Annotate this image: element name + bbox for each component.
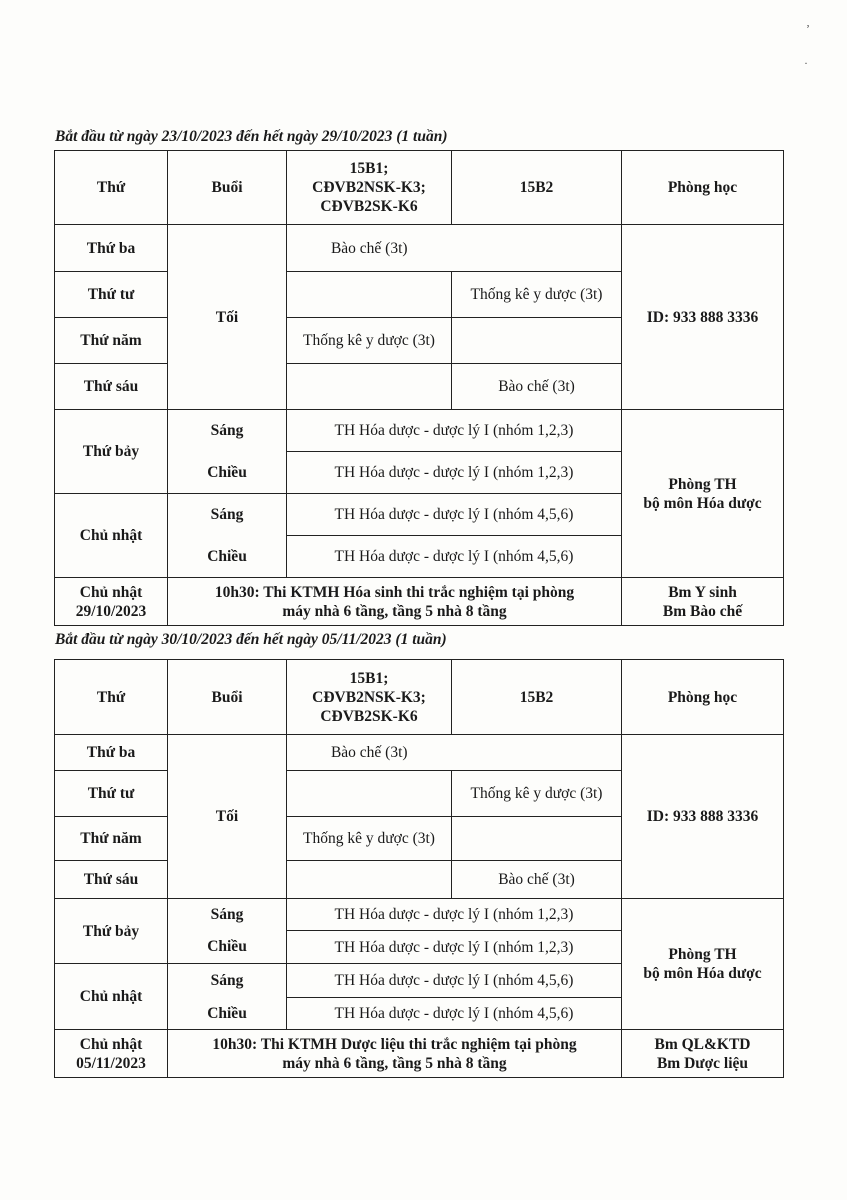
day-thursday: Thứ năm [55,817,168,861]
schedule-table [54,659,784,1078]
wednesday-class-b: Thống kê y dược (3t) [452,771,622,817]
day-tuesday: Thứ ba [55,225,168,272]
scan-mark: · [804,56,808,70]
week-heading: Bắt đầu từ ngày 23/10/2023 đến hết ngày 29/10/2023 (1 tuần) [55,128,448,145]
exam-room: Bm Y sinh Bm Bào chế [622,578,784,626]
friday-class-b: Bào chế (3t) [452,364,622,410]
session-morning: Sáng [168,964,287,998]
room-lab: Phòng TH bộ môn Hóa dược [622,410,784,578]
header-room: Phòng học [622,660,784,735]
header-class-b: 15B2 [452,151,622,225]
sunday-morning-class: TH Hóa dược - dược lý I (nhóm 4,5,6) [287,494,622,536]
friday-class-a [287,861,452,899]
wednesday-class-a [287,272,452,318]
saturday-afternoon-class: TH Hóa dược - dược lý I (nhóm 1,2,3) [287,931,622,964]
header-class-a: 15B1; CĐVB2NSK-K3; CĐVB2SK-K6 [287,660,452,735]
session-morning: Sáng [168,494,287,536]
exam-description: 10h30: Thi KTMH Dược liệu thi trắc nghiệm tại phòng máy nhà 6 tầng, tầng 5 nhà 8 tầng [168,1030,622,1078]
tuesday-class: Bào chế (3t) [287,735,452,771]
header-class-a: 15B1; CĐVB2NSK-K3; CĐVB2SK-K6 [287,151,452,225]
day-sunday: Chủ nhật [55,494,168,578]
day-sunday: Chủ nhật [55,964,168,1030]
day-friday: Thứ sáu [55,364,168,410]
day-tuesday: Thứ ba [55,735,168,771]
thursday-class-a: Thống kê y dược (3t) [287,318,452,364]
room-online: ID: 933 888 3336 [622,225,784,410]
room-lab: Phòng TH bộ môn Hóa dược [622,899,784,1030]
thursday-class-b [452,817,622,861]
scan-mark: ʼ [806,22,810,36]
day-thursday: Thứ năm [55,318,168,364]
session-evening: Tối [168,225,287,410]
day-saturday: Thứ bảy [55,410,168,494]
thursday-class-a: Thống kê y dược (3t) [287,817,452,861]
header-day: Thứ [55,151,168,225]
day-wednesday: Thứ tư [55,771,168,817]
sunday-afternoon-class: TH Hóa dược - dược lý I (nhóm 4,5,6) [287,998,622,1030]
header-room: Phòng học [622,151,784,225]
tuesday-class: Bào chế (3t) [287,225,452,272]
saturday-morning-class: TH Hóa dược - dược lý I (nhóm 1,2,3) [287,410,622,452]
session-afternoon: Chiều [168,452,287,494]
session-afternoon: Chiều [168,536,287,578]
header-class-b: 15B2 [452,660,622,735]
wednesday-class-a [287,771,452,817]
header-session: Buổi [168,151,287,225]
schedule-table [54,150,784,626]
exam-description: 10h30: Thi KTMH Hóa sinh thi trắc nghiệm tại phòng máy nhà 6 tầng, tầng 5 nhà 8 tầng [168,578,622,626]
friday-class-a [287,364,452,410]
room-online: ID: 933 888 3336 [622,735,784,899]
tuesday-class-b [452,225,622,272]
saturday-afternoon-class: TH Hóa dược - dược lý I (nhóm 1,2,3) [287,452,622,494]
day-friday: Thứ sáu [55,861,168,899]
day-saturday: Thứ bảy [55,899,168,964]
session-morning: Sáng [168,410,287,452]
week-heading: Bắt đầu từ ngày 30/10/2023 đến hết ngày 05/11/2023 (1 tuần) [55,631,447,648]
session-afternoon: Chiều [168,931,287,964]
exam-room: Bm QL&KTD Bm Dược liệu [622,1030,784,1078]
day-wednesday: Thứ tư [55,272,168,318]
session-afternoon: Chiều [168,998,287,1030]
sunday-morning-class: TH Hóa dược - dược lý I (nhóm 4,5,6) [287,964,622,998]
exam-day: Chủ nhật 29/10/2023 [55,578,168,626]
sunday-afternoon-class: TH Hóa dược - dược lý I (nhóm 4,5,6) [287,536,622,578]
header-session: Buổi [168,660,287,735]
header-day: Thứ [55,660,168,735]
exam-day: Chủ nhật 05/11/2023 [55,1030,168,1078]
session-morning: Sáng [168,899,287,931]
friday-class-b: Bào chế (3t) [452,861,622,899]
session-evening: Tối [168,735,287,899]
tuesday-class-b [452,735,622,771]
thursday-class-b [452,318,622,364]
saturday-morning-class: TH Hóa dược - dược lý I (nhóm 1,2,3) [287,899,622,931]
wednesday-class-b: Thống kê y dược (3t) [452,272,622,318]
